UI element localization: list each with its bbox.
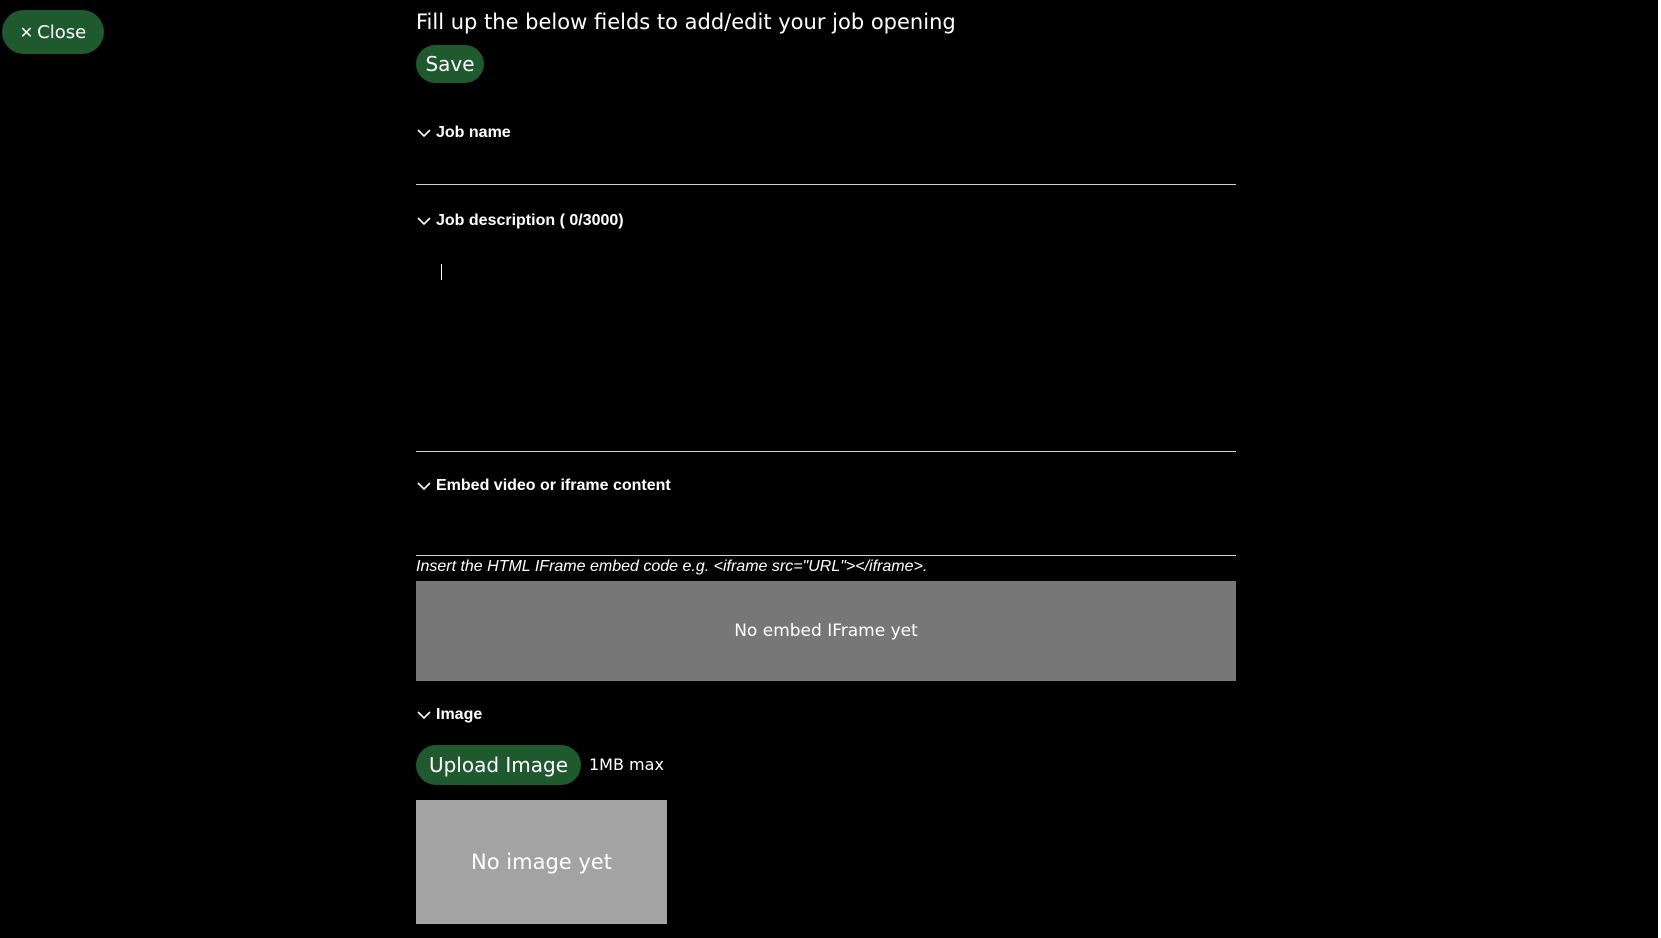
embed-preview	[416, 581, 1236, 681]
close-button-label: Close	[37, 21, 87, 43]
embed-code-input[interactable]	[416, 510, 1236, 556]
job-description-toggle[interactable]	[416, 212, 624, 230]
close-button[interactable]	[2, 10, 104, 54]
embed-label: Embed video or iframe content	[436, 477, 671, 494]
job-name-toggle[interactable]	[416, 124, 511, 142]
form-heading: Fill up the below fields to add/edit your job opening	[416, 10, 956, 34]
upload-image-button[interactable]: Upload Image	[416, 745, 581, 785]
image-toggle[interactable]	[416, 706, 482, 724]
close-icon: ✕	[19, 22, 34, 42]
text-caret	[441, 264, 442, 280]
chevron-down-icon	[416, 708, 432, 722]
chevron-down-icon	[416, 479, 432, 493]
job-description-textarea[interactable]	[416, 240, 1236, 452]
job-name-label: Job name	[436, 124, 511, 141]
embed-toggle[interactable]	[416, 477, 671, 495]
image-max-size: 1MB max	[589, 755, 664, 774]
chevron-down-icon	[416, 214, 432, 228]
job-name-input[interactable]	[416, 150, 1236, 185]
image-empty-text: No image yet	[471, 850, 612, 874]
chevron-down-icon	[416, 126, 432, 140]
image-preview	[416, 800, 667, 924]
embed-empty-text: No embed IFrame yet	[734, 621, 918, 641]
save-button[interactable]: Save	[416, 45, 484, 83]
image-label: Image	[436, 706, 483, 723]
job-description-label: Job description ( 0/3000)	[436, 212, 624, 229]
embed-hint: Insert the HTML IFrame embed code e.g. <iframe src="URL"></iframe>.	[416, 558, 928, 575]
